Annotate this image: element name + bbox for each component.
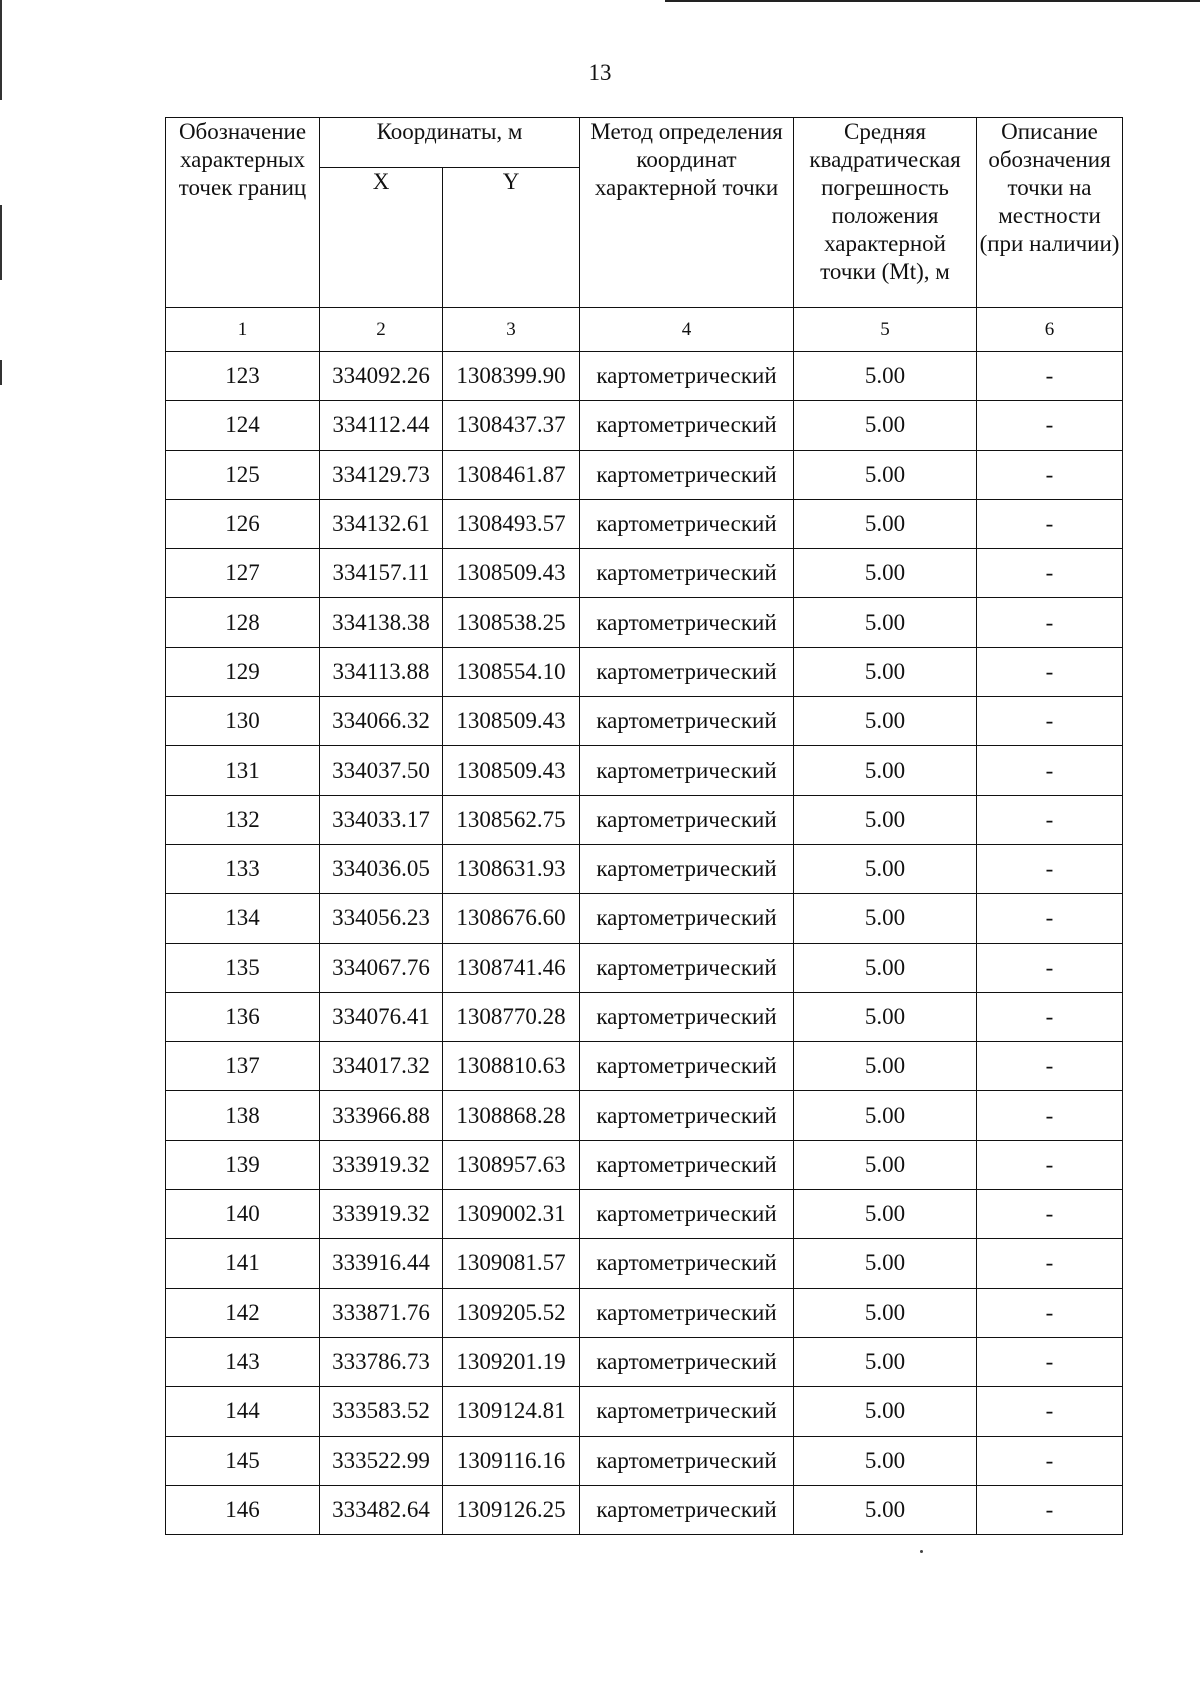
cell-description: - [977,1485,1123,1534]
cell-description: - [977,1190,1123,1239]
cell-method: картометрический [580,1387,794,1436]
cell-method: картометрический [580,1239,794,1288]
table-row [166,1387,1123,1436]
cell-error: 5.00 [794,1485,977,1534]
cell-description: - [977,647,1123,696]
cell-error: 5.00 [794,795,977,844]
cell-x: 333871.76 [320,1288,443,1337]
cell-x: 334112.44 [320,401,443,450]
table-row [166,746,1123,795]
column-number: 4 [580,308,794,352]
cell-error: 5.00 [794,746,977,795]
cell-description: - [977,401,1123,450]
cell-point: 125 [166,450,320,499]
cell-y: 1308741.46 [443,943,580,992]
cell-x: 334138.38 [320,598,443,647]
column-numbers-row [166,308,1123,352]
cell-point: 123 [166,352,320,401]
cell-y: 1308399.90 [443,352,580,401]
cell-description: - [977,992,1123,1041]
cell-point: 128 [166,598,320,647]
cell-y: 1308461.87 [443,450,580,499]
cell-method: картометрический [580,450,794,499]
cell-x: 334067.76 [320,943,443,992]
table-row [166,647,1123,696]
cell-method: картометрический [580,746,794,795]
cell-point: 145 [166,1436,320,1485]
cell-error: 5.00 [794,352,977,401]
cell-x: 333583.52 [320,1387,443,1436]
cell-description: - [977,499,1123,548]
table-row [166,697,1123,746]
page-number: 13 [588,60,612,85]
header-method: Метод определения координат характерной точки [580,118,794,308]
table-row [166,1140,1123,1189]
cell-x: 333522.99 [320,1436,443,1485]
cell-point: 127 [166,549,320,598]
cell-description: - [977,1288,1123,1337]
cell-method: картометрический [580,992,794,1041]
table-row [166,1091,1123,1140]
table-row [166,1337,1123,1386]
cell-error: 5.00 [794,401,977,450]
cell-description: - [977,1337,1123,1386]
column-number: 2 [320,308,443,352]
cell-y: 1308676.60 [443,894,580,943]
cell-point: 138 [166,1091,320,1140]
cell-point: 131 [166,746,320,795]
cell-x: 334036.05 [320,844,443,893]
cell-y: 1308509.43 [443,697,580,746]
cell-method: картометрический [580,1042,794,1091]
cell-point: 134 [166,894,320,943]
cell-y: 1308868.28 [443,1091,580,1140]
cell-error: 5.00 [794,1337,977,1386]
cell-point: 124 [166,401,320,450]
cell-method: картометрический [580,647,794,696]
cell-method: картометрический [580,894,794,943]
cell-x: 334092.26 [320,352,443,401]
column-number: 1 [166,308,320,352]
table-row [166,1485,1123,1534]
cell-description: - [977,549,1123,598]
cell-point: 135 [166,943,320,992]
table-row [166,598,1123,647]
cell-error: 5.00 [794,1436,977,1485]
cell-y: 1308554.10 [443,647,580,696]
cell-x: 333919.32 [320,1140,443,1189]
cell-method: картометрический [580,1337,794,1386]
table-row [166,844,1123,893]
cell-error: 5.00 [794,647,977,696]
cell-description: - [977,1239,1123,1288]
coordinates-table [165,117,1123,1535]
cell-method: картометрический [580,1288,794,1337]
cell-y: 1308957.63 [443,1140,580,1189]
table-row [166,795,1123,844]
column-number: 5 [794,308,977,352]
cell-point: 146 [166,1485,320,1534]
cell-y: 1308437.37 [443,401,580,450]
cell-error: 5.00 [794,697,977,746]
cell-description: - [977,450,1123,499]
cell-x: 334113.88 [320,647,443,696]
cell-x: 333919.32 [320,1190,443,1239]
cell-description: - [977,943,1123,992]
cell-description: - [977,1387,1123,1436]
table-row [166,450,1123,499]
cell-x: 333916.44 [320,1239,443,1288]
cell-point: 143 [166,1337,320,1386]
header-point: Обозначение характерных точек границ [166,118,320,308]
cell-error: 5.00 [794,1288,977,1337]
cell-y: 1309205.52 [443,1288,580,1337]
cell-error: 5.00 [794,992,977,1041]
table-row [166,499,1123,548]
cell-error: 5.00 [794,1387,977,1436]
cell-point: 136 [166,992,320,1041]
cell-error: 5.00 [794,1042,977,1091]
cell-method: картометрический [580,844,794,893]
cell-y: 1308562.75 [443,795,580,844]
table-body [166,352,1123,1535]
cell-x: 334076.41 [320,992,443,1041]
table-row [166,894,1123,943]
cell-x: 333966.88 [320,1091,443,1140]
cell-method: картометрический [580,1190,794,1239]
cell-y: 1309201.19 [443,1337,580,1386]
header-error: Средняя квадратическая погрешность положения характерной точки (Mt), м [794,118,977,308]
table-row [166,992,1123,1041]
cell-method: картометрический [580,352,794,401]
cell-point: 129 [166,647,320,696]
cell-method: картометрический [580,697,794,746]
scan-edge-left [0,205,2,280]
cell-error: 5.00 [794,1190,977,1239]
cell-method: картометрический [580,795,794,844]
cell-description: - [977,1140,1123,1189]
cell-x: 334033.17 [320,795,443,844]
cell-description: - [977,1436,1123,1485]
table-row [166,401,1123,450]
scan-speck [920,1550,923,1553]
cell-error: 5.00 [794,943,977,992]
cell-x: 333482.64 [320,1485,443,1534]
cell-error: 5.00 [794,450,977,499]
cell-point: 130 [166,697,320,746]
cell-description: - [977,844,1123,893]
cell-method: картометрический [580,1485,794,1534]
cell-error: 5.00 [794,1091,977,1140]
cell-y: 1308509.43 [443,549,580,598]
cell-description: - [977,1091,1123,1140]
cell-error: 5.00 [794,894,977,943]
cell-error: 5.00 [794,549,977,598]
table-row [166,1190,1123,1239]
table-row [166,1042,1123,1091]
cell-error: 5.00 [794,1239,977,1288]
cell-x: 333786.73 [320,1337,443,1386]
cell-y: 1309081.57 [443,1239,580,1288]
cell-method: картометрический [580,1140,794,1189]
cell-method: картометрический [580,598,794,647]
cell-point: 140 [166,1190,320,1239]
cell-description: - [977,746,1123,795]
scan-edge-top [665,0,1200,2]
scan-edge-left [0,360,2,385]
cell-error: 5.00 [794,1140,977,1189]
cell-method: картометрический [580,549,794,598]
cell-x: 334129.73 [320,450,443,499]
cell-y: 1308493.57 [443,499,580,548]
table-row [166,1288,1123,1337]
header-y: Y [443,168,580,308]
cell-x: 334017.32 [320,1042,443,1091]
cell-point: 133 [166,844,320,893]
header-coordinates: Координаты, м [320,118,580,168]
cell-method: картометрический [580,1436,794,1485]
cell-x: 334056.23 [320,894,443,943]
cell-method: картометрический [580,499,794,548]
cell-description: - [977,1042,1123,1091]
cell-point: 142 [166,1288,320,1337]
cell-point: 141 [166,1239,320,1288]
cell-description: - [977,894,1123,943]
header-description: Описание обозначения точки на местности (при наличии) [977,118,1123,308]
cell-x: 334132.61 [320,499,443,548]
cell-point: 139 [166,1140,320,1189]
cell-y: 1308509.43 [443,746,580,795]
cell-y: 1308631.93 [443,844,580,893]
cell-y: 1309124.81 [443,1387,580,1436]
cell-y: 1309002.31 [443,1190,580,1239]
column-number: 3 [443,308,580,352]
header-x: X [320,168,443,308]
cell-error: 5.00 [794,844,977,893]
table-row [166,1239,1123,1288]
table-row [166,943,1123,992]
cell-y: 1309126.25 [443,1485,580,1534]
cell-x: 334037.50 [320,746,443,795]
cell-method: картометрический [580,1091,794,1140]
cell-point: 126 [166,499,320,548]
cell-method: картометрический [580,401,794,450]
cell-point: 137 [166,1042,320,1091]
cell-description: - [977,598,1123,647]
cell-error: 5.00 [794,598,977,647]
table-row [166,1436,1123,1485]
cell-y: 1308810.63 [443,1042,580,1091]
cell-x: 334066.32 [320,697,443,746]
cell-y: 1308770.28 [443,992,580,1041]
cell-y: 1309116.16 [443,1436,580,1485]
cell-point: 132 [166,795,320,844]
cell-description: - [977,352,1123,401]
cell-description: - [977,795,1123,844]
table-row [166,549,1123,598]
cell-method: картометрический [580,943,794,992]
cell-y: 1308538.25 [443,598,580,647]
cell-description: - [977,697,1123,746]
table-row [166,352,1123,401]
cell-x: 334157.11 [320,549,443,598]
cell-point: 144 [166,1387,320,1436]
cell-error: 5.00 [794,499,977,548]
column-number: 6 [977,308,1123,352]
